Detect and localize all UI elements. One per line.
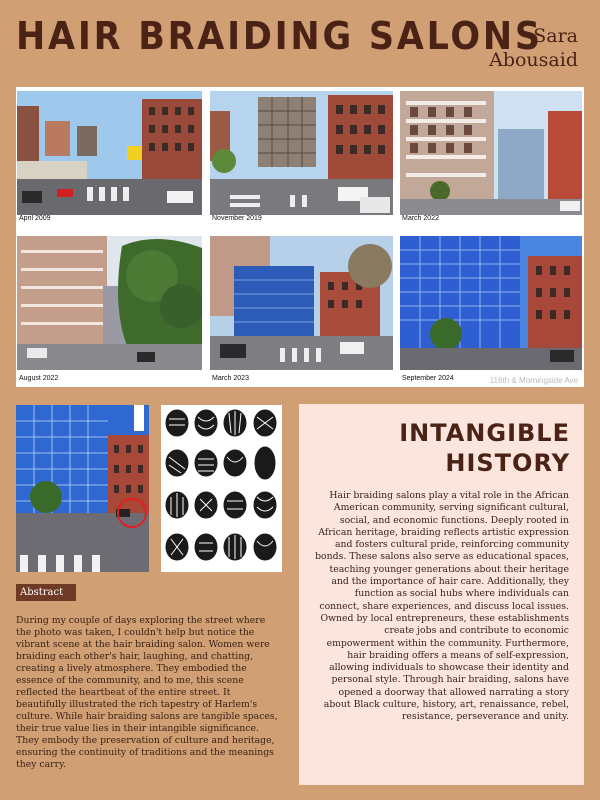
abstract-label: Abstract bbox=[16, 584, 76, 601]
caption-april-2009: April 2009 bbox=[19, 215, 51, 222]
street-photo-august-2022 bbox=[17, 236, 202, 370]
author-last-name: Abousaid bbox=[489, 49, 578, 71]
caption-september-2024: September 2024 bbox=[402, 375, 454, 382]
caption-november-2019: November 2019 bbox=[212, 215, 262, 222]
caption-march-2022: March 2022 bbox=[402, 215, 439, 222]
history-title bbox=[399, 418, 570, 478]
author-name bbox=[489, 24, 578, 72]
street-photo-march-2022 bbox=[400, 91, 582, 215]
street-view-timeline bbox=[16, 87, 584, 387]
braid-patterns-chart bbox=[161, 405, 282, 572]
street-photo-september-2024 bbox=[400, 236, 582, 370]
history-text: Hair braiding salons play a vital role in the African American community, serving significant cultural, social, and economic functions. Deeply rooted in African heritage, braiding reflects artistic expression and fosters cultural pride, reinforcing community bonds. These salons also serve as educational spaces, teaching younger generations about their heritage and the importance of hair care. Additionally, they function as social hubs where individuals can connect, share experiences, and discuss local issues. Owned by local entrepreneurs, these establishments create jobs and contribute to economic empowerment within the community. Furthermore, hair braiding offers a means of self-expression, allowing individuals to showcase their identity and personal style. Through hair braiding, salons have opened a doorway that allowed narrating a story about Black culture, history, art, renaissance, rebel, resistance, perseverance and unity. bbox=[315, 490, 569, 723]
author-first-name: Sara bbox=[533, 25, 578, 47]
caption-march-2023: March 2023 bbox=[212, 375, 249, 382]
street-photo-april-2009 bbox=[17, 91, 202, 215]
location-watermark: 116th & Morningside Ave bbox=[489, 376, 578, 385]
salon-street-photo bbox=[16, 405, 149, 572]
abstract-text: During my couple of days exploring the street where the photo was taken, I couldn't help but notice the vibrant scene at the hair braiding salon. Women were braiding each other's hair, laughing, and chatting, creating a lively atmosphere. They embodied the essence of the community, and to me, this scene reflected the heartbeat of the entire street. It beautifully illustrated the rich tapestry of Harlem's culture. While hair braiding salons are tangible spaces, their true value lies in their intangible significance. They embody the preservation of culture and heritage, ensuring the continuity of traditions and the meanings they carry. bbox=[16, 615, 278, 770]
history-title-line1: INTANGIBLE bbox=[399, 419, 570, 447]
poster-title: HAIR BRAIDING SALONS bbox=[16, 14, 543, 58]
street-photo-march-2023 bbox=[210, 236, 393, 370]
caption-august-2022: August 2022 bbox=[19, 375, 59, 382]
street-photo-november-2019 bbox=[210, 91, 393, 215]
intangible-history-panel bbox=[299, 404, 584, 785]
history-title-line2: HISTORY bbox=[445, 449, 570, 477]
